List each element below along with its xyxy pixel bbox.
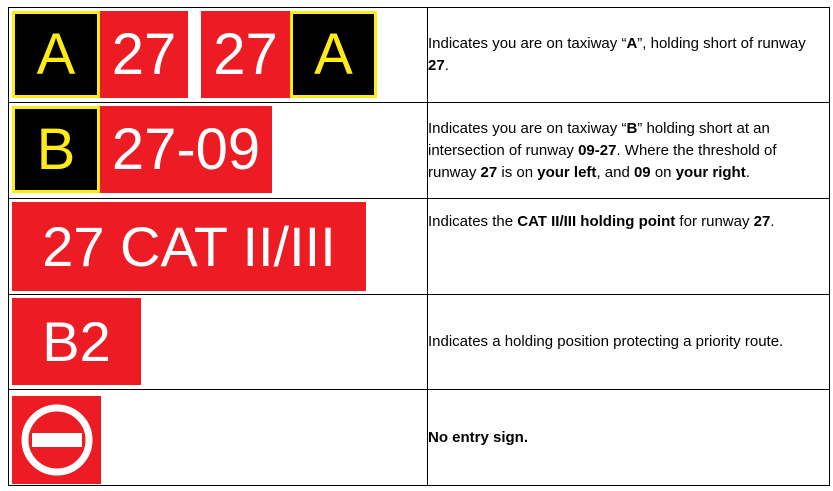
sign-cell bbox=[9, 390, 428, 486]
priority-route-sign: B2 bbox=[12, 298, 141, 385]
sign-cell bbox=[9, 199, 428, 295]
location-sign-b: B bbox=[12, 106, 100, 193]
runway-sign-27-09: 27-09 bbox=[100, 106, 272, 193]
table-row bbox=[9, 390, 830, 486]
location-sign-a: A bbox=[290, 11, 377, 98]
no-entry-sign bbox=[12, 396, 101, 484]
cat-holding-sign: 27 CAT II/III bbox=[12, 202, 366, 291]
sign-cell bbox=[9, 8, 428, 103]
description: Indicates you are on taxiway “B” holding short at an intersection of runway 09-27. Where the threshold of runway 27 is on your left, and 09 on your right. bbox=[428, 103, 830, 199]
no-entry-icon bbox=[19, 402, 95, 478]
runway-sign-27: 27 bbox=[201, 11, 290, 98]
sign-cell bbox=[9, 103, 428, 199]
location-sign-a: A bbox=[12, 11, 100, 98]
holding-signs-table bbox=[8, 7, 830, 486]
description: Indicates the CAT II/III holding point for runway 27. bbox=[428, 199, 830, 295]
description: Indicates a holding position protecting a priority route. bbox=[428, 295, 830, 390]
runway-sign-27: 27 bbox=[100, 11, 188, 98]
table-row bbox=[9, 199, 830, 295]
sign-cell bbox=[9, 295, 428, 390]
description: Indicates you are on taxiway “A”, holding short of runway 27. bbox=[428, 8, 830, 103]
table-row bbox=[9, 8, 830, 103]
table-row bbox=[9, 295, 830, 390]
description: No entry sign. bbox=[428, 390, 830, 486]
table-row bbox=[9, 103, 830, 199]
